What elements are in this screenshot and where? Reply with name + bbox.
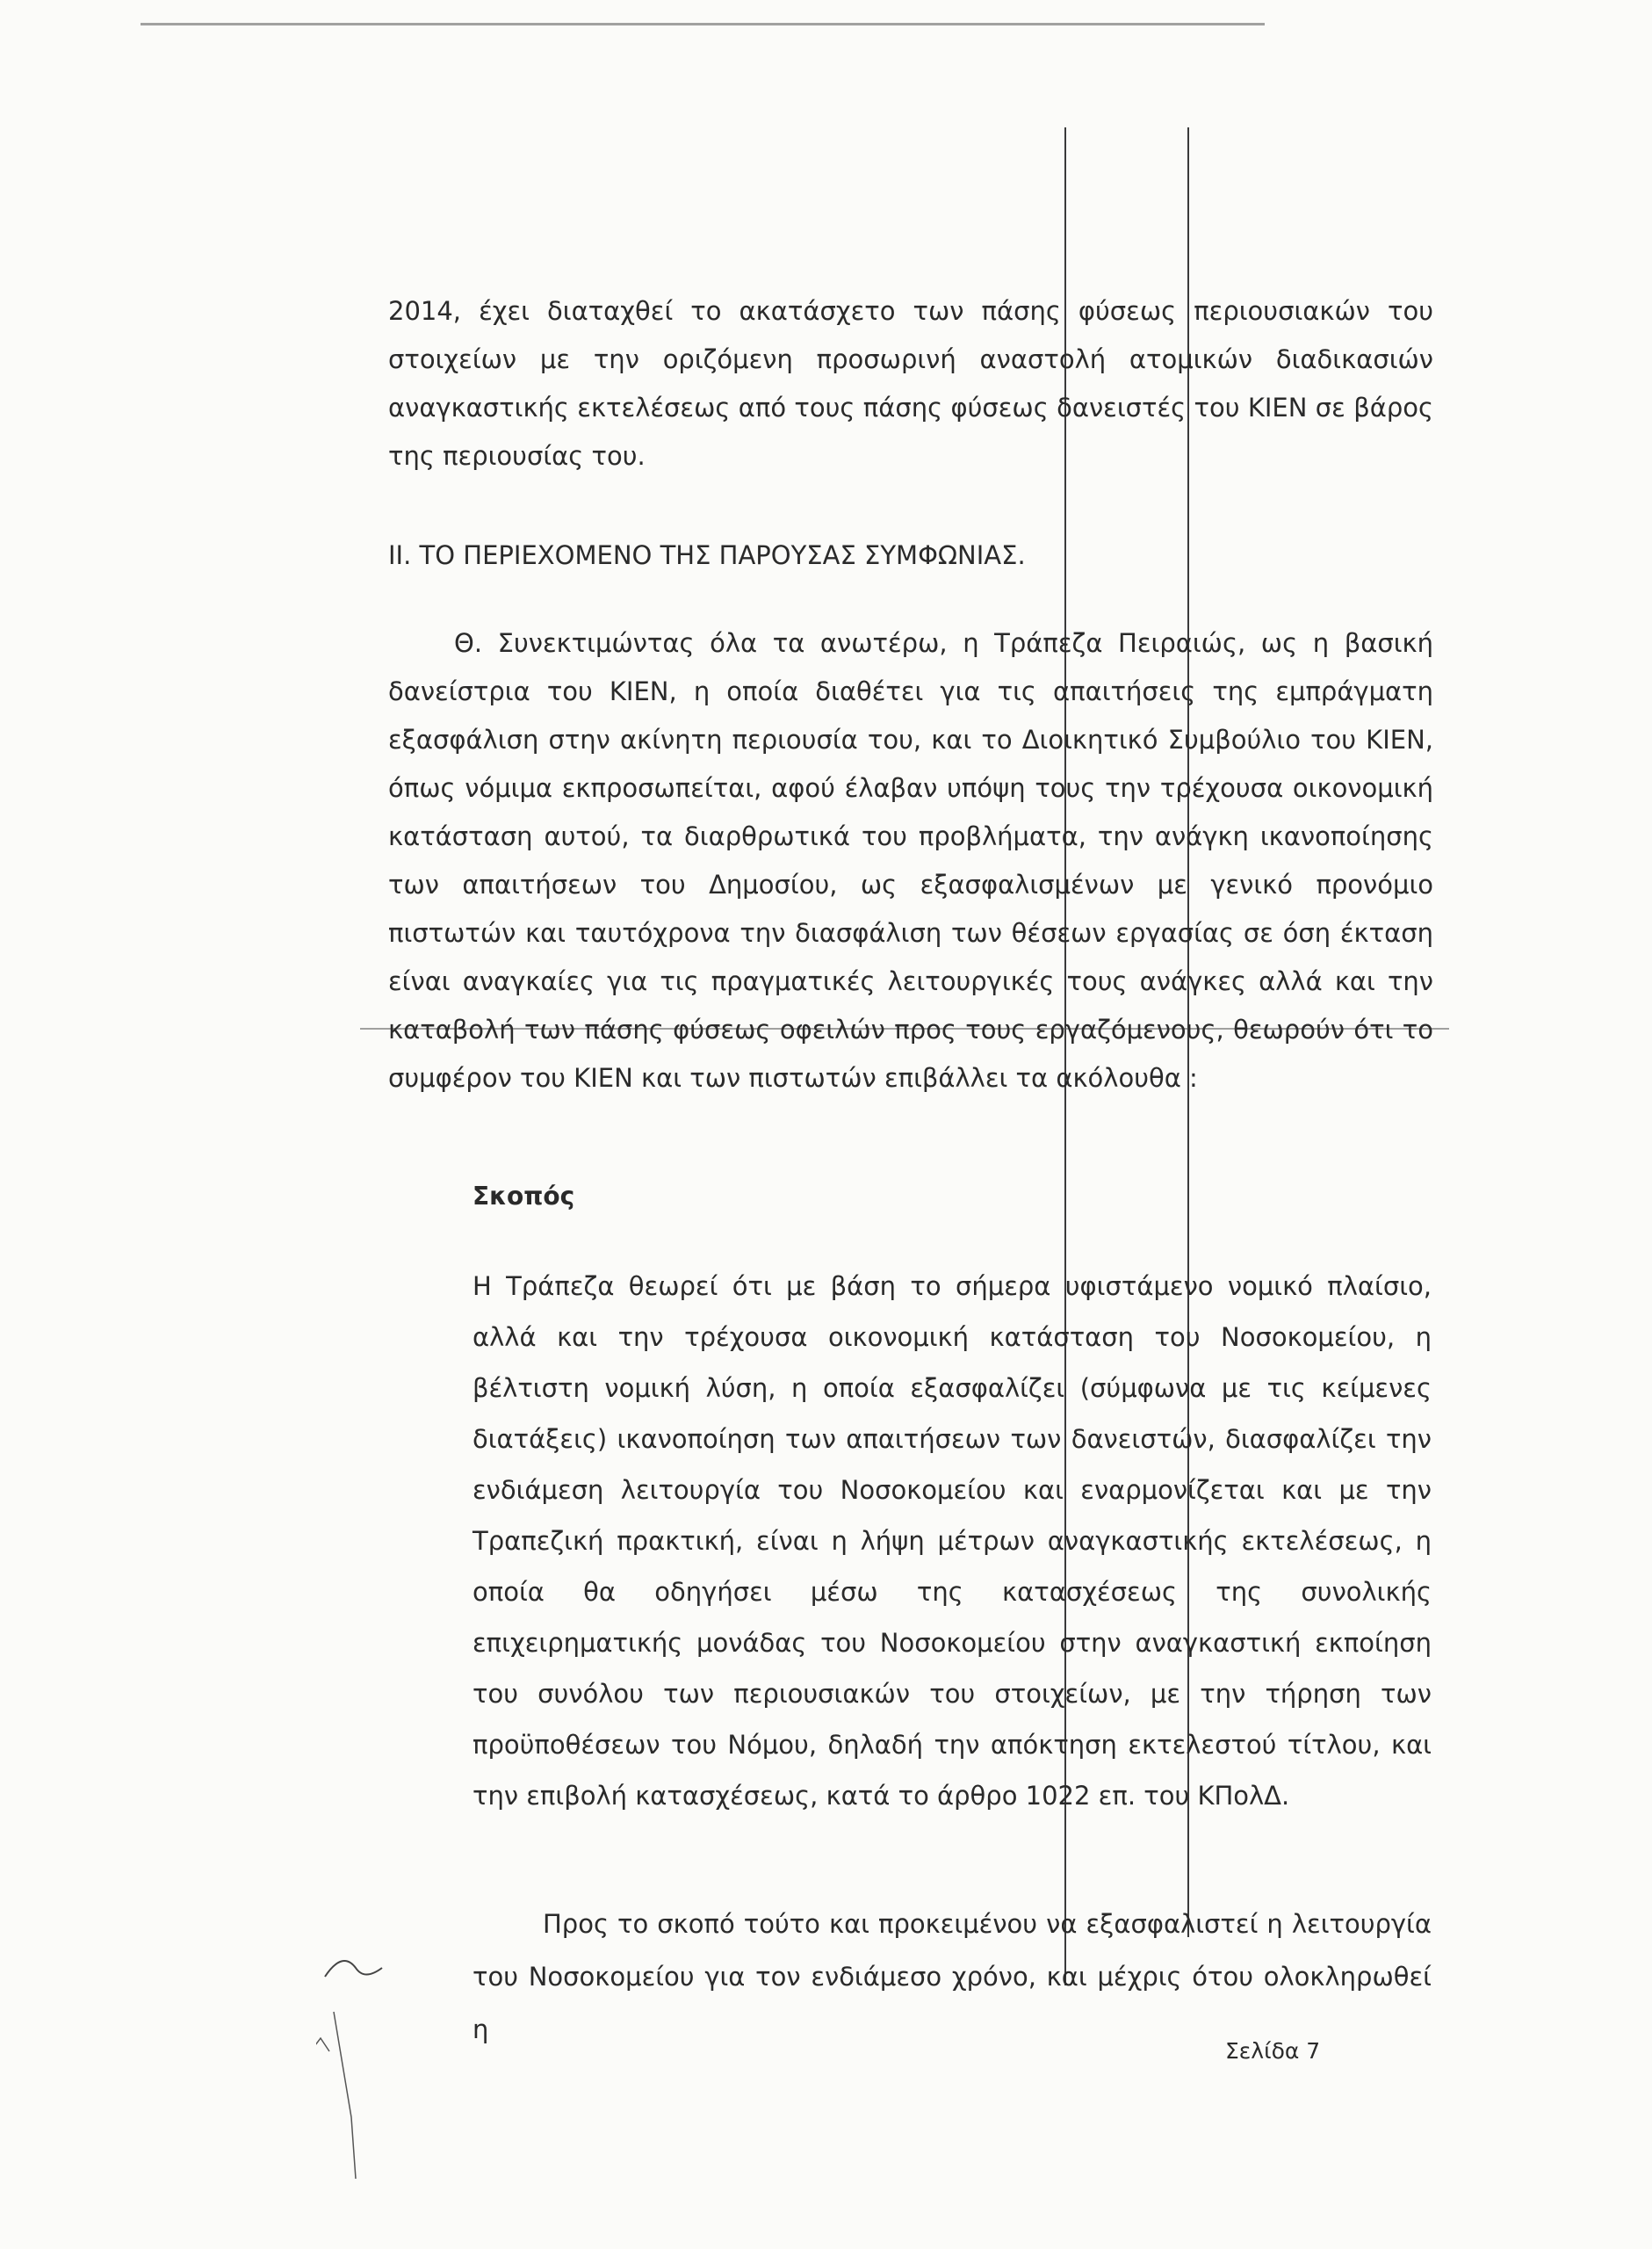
page-number: Σελίδα 7 xyxy=(1225,2038,1321,2064)
paragraph-2: Θ. Συνεκτιμώντας όλα τα ανωτέρω, η Τράπεζα Πειραιώς, ως η βασική δανείστρια του ΚΙΕΝ, η οποία διαθέτει για τις απαιτήσεις της εμπράγματη εξασφάλιση στην ακίνητη περιουσία του, και το Διοικητικό Συμβούλιο του ΚΙΕΝ, όπως νόμιμα εκπροσωπείται, αφού έλαβαν υπόψη τους την τρέχουσα οικονομική κατάσταση αυτού, τα διαρθρωτικά του προβλήματα, την ανάγκη ικανοποίησης των απαιτήσεων του Δημοσίου, ως εξασφαλισμένων με γενικό προνόμιο πιστωτών και ταυτόχρονα την διασφάλιση των θέσεων εργασίας σε όση έκταση είναι αναγκαίες για τις πραγματικές λειτουργικές τους ανάγκες αλλά και την καταβολή των πάσης φύσεως οφειλών προς τους εργαζόμενους, θεωρούν ότι το συμφέρον του ΚΙΕΝ και των πιστωτών επιβάλλει τα ακόλουθα : xyxy=(388,628,1433,1093)
section-heading: ΙΙ. ΤΟ ΠΕΡΙΕΧΟΜΕΝΟ ΤΗΣ ΠΑΡΟΥΣΑΣ ΣΥΜΦΩΝΙΑΣ. xyxy=(388,540,1026,570)
paragraph-3: Η Τράπεζα θεωρεί ότι με βάση το σήμερα υφιστάμενο νομικό πλαίσιο, αλλά και την τρέχουσα οικονομική κατάσταση του Νοσοκομείου, η βέλτιστη νομική λύση, η οποία εξασφαλίζει (σύμφωνα με τις κείμενες διατάξεις) ικανοποίηση των απαιτήσεων των δανειστών, διασφαλίζει την ενδιάμεση λειτουργία του Νοσοκομείου και εναρμονίζεται και με την Τραπεζική πρακτική, είναι η λήψη μέτρων αναγκαστικής εκτελέσεως, η οποία θα οδηγήσει μέσω της κατασχέσεως της συνολικής επιχειρηματικής μονάδας του Νοσοκομείου στην αναγκαστική εκποίηση του συνόλου των περιουσιακών του στοιχείων, με την τήρηση των προϋποθέσεων του Νόμου, δηλαδή την απόκτηση εκτελεστού τίτλου, και την επιβολή κατασχέσεως, κατά το άρθρο 1022 επ. του ΚΠολΔ. xyxy=(473,1271,1432,1811)
paragraph-4: Προς το σκοπό τούτο και προκειμένου να εξασφαλιστεί η λειτουργία του Νοσοκομείου για τον ενδιάμεσο χρόνο, και μέχρις ότου ολοκληρωθεί η xyxy=(473,1909,1432,2044)
scan-top-edge-line xyxy=(141,23,1265,25)
subheading-purpose: Σκοπός xyxy=(473,1182,575,1211)
handwritten-mark xyxy=(316,1942,422,2205)
paragraph-1: 2014, έχει διαταχθεί το ακατάσχετο των πάσης φύσεως περιουσιακών του στοιχείων με την οριζόμενη προσωρινή αναστολή ατομικών διαδικασιών αναγκαστικής εκτελέσεως από τους πάσης φύσεως δανειστές του ΚΙΕΝ σε βάρος της περιουσίας του. xyxy=(388,296,1433,471)
